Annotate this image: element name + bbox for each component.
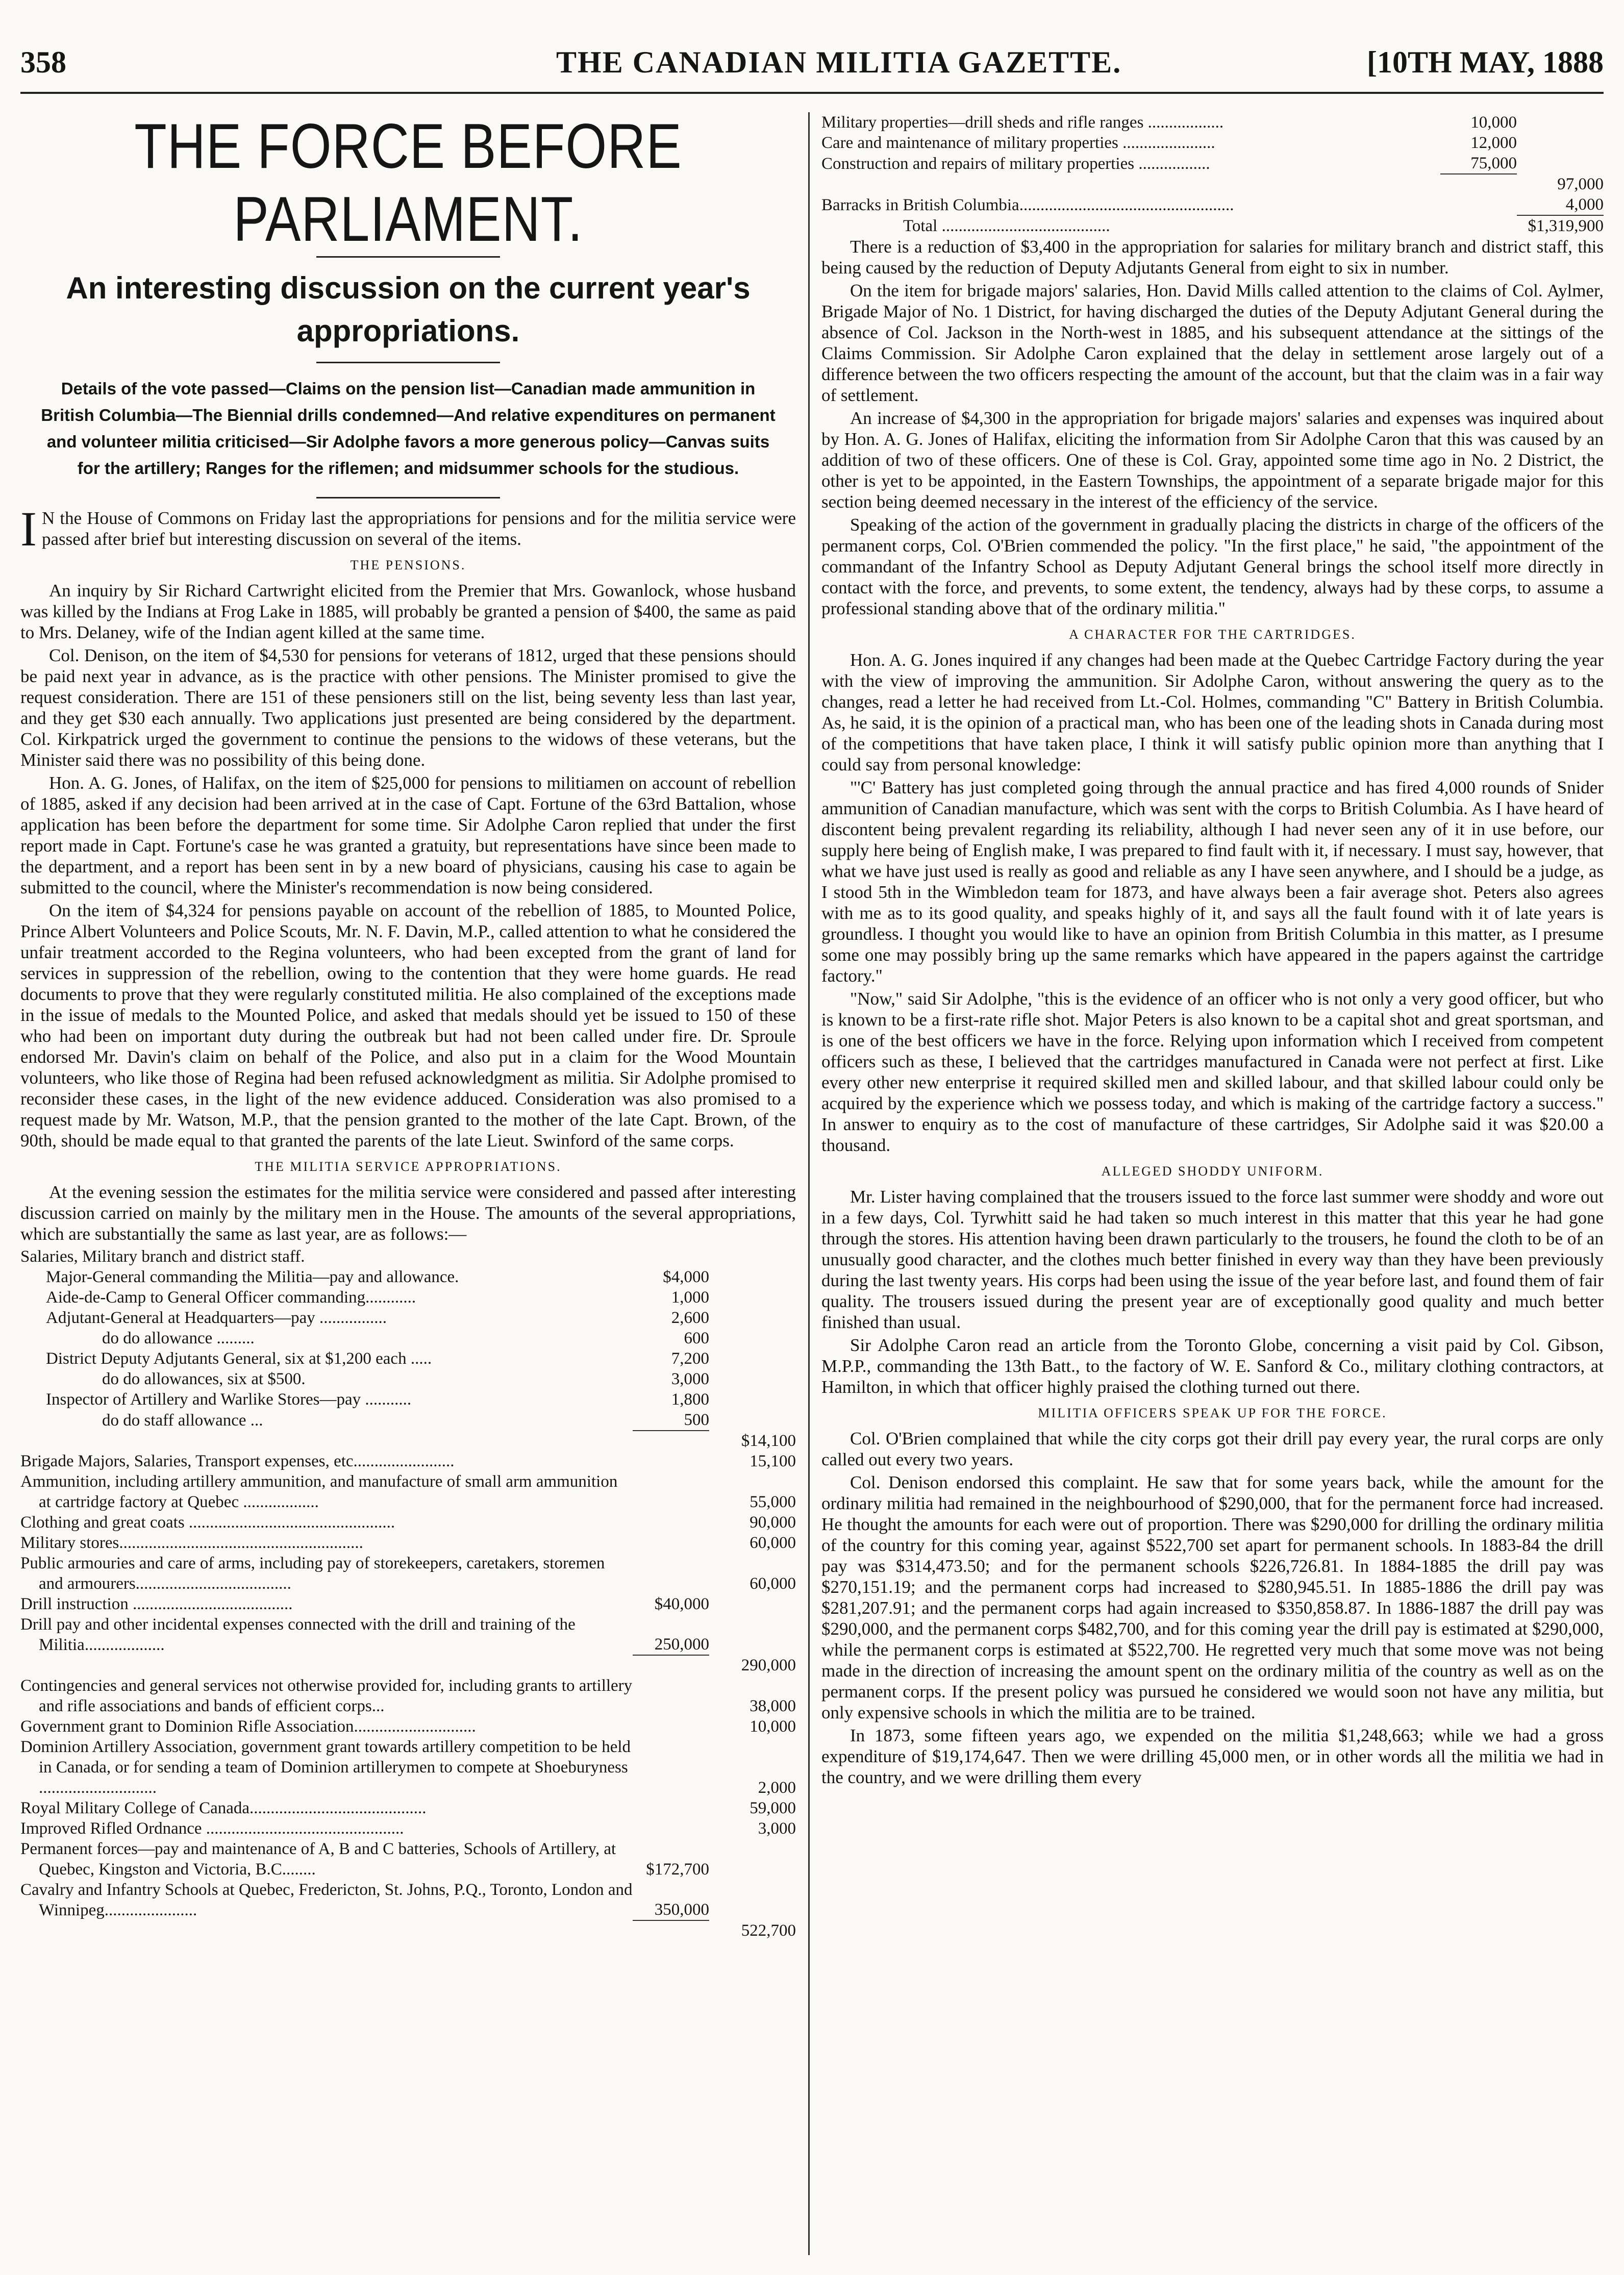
shoddy-paragraph: Mr. Lister having complained that the trousers issued to the force last summer were shoddy and wore out in a few days, Col. Tyrwhitt said he had taken so much interest in this matter that this year he had gone through the stores. His attention having been drawn particularly to the trousers, he found the cloth to be of an unusually good character, and the clothes much better finished in every way than they have been previously during the last twenty years. His corps had been using the issue of the year before last, and found them of fair quality. The trousers issued during the present year are of exceptionally good quality and much better finished than usual. — [821, 1187, 1604, 1332]
table-row — [20, 1246, 796, 1267]
row-amount: 12,000 — [1470, 134, 1517, 152]
row-label: Major-General commanding the Militia—pay and allowance. — [46, 1268, 459, 1286]
row-amount: $172,700 — [646, 1860, 709, 1879]
row-label: Military stores.......................................................... — [20, 1534, 363, 1552]
table-row — [20, 1553, 796, 1594]
table-row — [20, 1512, 796, 1533]
row-total: 10,000 — [749, 1717, 796, 1736]
table-row — [20, 1287, 796, 1308]
row-amount: 500 — [684, 1411, 709, 1429]
properties-table — [821, 112, 1604, 236]
row-label: Care and maintenance of military properties ...................... — [821, 134, 1215, 152]
table-row — [821, 216, 1604, 236]
intro-paragraph — [20, 502, 796, 556]
pensions-paragraph: Hon. A. G. Jones, of Halifax, on the item of $25,000 for pensions to militiamen on account of rebellion of 1885, asked if any decision had been arrived at in the case of Capt. Fortune of the 63rd Battalion, whose application has been before the department for some time. Sir Adolphe Caron replied that under the first report made in Capt. Fortune's case he was granted a gratuity, but representations have since been made to the department, and a report has been sent in by a new board of physicians, causing his case to again be submitted to the council, where the Minister's recommendation is now being considered. — [20, 773, 796, 897]
row-label: Public armouries and care of arms, including pay of storekeepers, caretakers, storemen and armourers..................................... — [20, 1554, 605, 1593]
table-row — [20, 1676, 796, 1716]
pensions-paragraph: Col. Denison, on the item of $4,530 for pensions for veterans of 1812, urged that these pensions should be paid next year in advance, as is the practice with other pensions. The Minister promised to give the request consideration. There are 151 of these pensioners still on the list, being seventy less than last year, and they get $30 each annually. Two applications just presented are being considered by the department. Col. Kirkpatrick urged the government to continue the pensions to the widows of these veterans, but the Minister said there was no possibility of this being done. — [20, 645, 796, 770]
table-row — [20, 1369, 796, 1389]
row-total: 3,000 — [758, 1819, 796, 1838]
row-label: Contingencies and general services not otherwise provided for, including grants to artillery and rifle associations and bands of efficient corps... — [20, 1677, 633, 1715]
row-amount: 3,000 — [671, 1370, 709, 1388]
table-row — [20, 1614, 796, 1655]
row-label: Royal Military College of Canada.......................................... — [20, 1799, 427, 1817]
subtitle-rule — [316, 362, 500, 363]
row-label: Ammunition, including artillery ammunition, and manufacture of small arm ammunition at cartridge factory at Quebec .................. — [20, 1472, 618, 1511]
right-column — [821, 112, 1604, 1790]
row-amount: 1,800 — [671, 1390, 709, 1409]
row-amount: $40,000 — [654, 1595, 709, 1613]
table-row — [20, 1839, 796, 1880]
row-amount: 250,000 — [654, 1635, 709, 1654]
table-row — [821, 133, 1604, 153]
row-label: Adjutant-General at Headquarters—pay ................ — [46, 1309, 387, 1327]
shoddy-paragraph: Sir Adolphe Caron read an article from the Toronto Globe, concerning a visit paid by Col. Gibson, M.P.P., commanding the 13th Batt., to the factory of W. E. Sanford & Co., military clothing contractors, at Hamilton, in which that officer highly praised the clothing turned out there. — [821, 1335, 1604, 1397]
masthead: THE CANADIAN MILITIA GAZETTE. — [556, 45, 1122, 79]
title-rule — [316, 256, 500, 258]
row-total: 59,000 — [749, 1799, 796, 1817]
page-header — [20, 31, 1604, 94]
row-label: Cavalry and Infantry Schools at Quebec, Fredericton, St. Johns, P.Q., Toronto, London and Winnipeg...................... — [20, 1881, 633, 1919]
officers-paragraph: In 1873, some fifteen years ago, we expended on the militia $1,248,663; while we had a gross expenditure of $19,174,647. Then we were drilling 45,000 men, or in other words all the militia we had in the country, and we were drilling them every — [821, 1726, 1604, 1787]
row-total: 15,100 — [749, 1452, 796, 1470]
row-label: Permanent forces—pay and maintenance of A, B and C batteries, Schools of Artillery, at Quebec, Kingston and Victoria, B.C........ — [20, 1840, 616, 1879]
left-column — [20, 112, 796, 1941]
discussion-paragraph: An increase of $4,300 in the appropriation for brigade majors' salaries and expenses was inquired about by Hon. A. G. Jones of Halifax, eliciting the information from Sir Adolphe Caron that this was caused by an addition of two of these officers. One of these is Col. Gray, appointed some time ago in No. 2 District, the other is yet to be appointed, in the Eastern Townships, the appointment of a separate brigade major for this section being deemed necessary in the interest of the efficiency of the service. — [821, 408, 1604, 512]
intro-text: N the House of Commons on Friday last the appropriations for pensions and for the militia service were passed after brief but interesting discussion on several of the items. — [41, 508, 796, 549]
table-row — [821, 174, 1604, 194]
grand-total: $1,319,900 — [1528, 217, 1604, 235]
row-amount: 75,000 — [1470, 154, 1517, 172]
row-total: 38,000 — [749, 1697, 796, 1715]
table-row — [821, 112, 1604, 133]
row-label: do do staff allowance ... — [102, 1411, 263, 1430]
row-total: 60,000 — [749, 1574, 796, 1593]
issue-date: [10TH MAY, 1888 — [1367, 45, 1604, 79]
row-label: Improved Rifled Ordnance ............................................... — [20, 1819, 404, 1838]
table-row — [20, 1348, 796, 1369]
row-total: 2,000 — [758, 1779, 796, 1797]
table-row — [20, 1267, 796, 1287]
drop-cap: I — [20, 502, 37, 556]
table-row — [821, 153, 1604, 174]
table-row — [20, 1737, 796, 1798]
table-row — [20, 1451, 796, 1471]
section-heading-appropriations: THE MILITIA SERVICE APPROPRIATIONS. — [255, 1159, 562, 1174]
table-row — [20, 1798, 796, 1818]
section-heading-cartridges: A CHARACTER FOR THE CARTRIDGES. — [1069, 627, 1356, 642]
table-row — [20, 1920, 796, 1941]
section-heading-officers: MILITIA OFFICERS SPEAK UP FOR THE FORCE. — [1038, 1406, 1387, 1420]
discussion-paragraph: On the item for brigade majors' salaries, Hon. David Mills called attention to the claims of Col. Aylmer, Brigade Major of No. 1 District, for having discharged the duties of the Deputy Adjutant General during the absence of Col. Jackson in the North-west in 1885, and his subsequent attendance at the sittings of the Claims Commission. Sir Adolphe Caron explained that the delay in settlement arose largely out of a difference between the two officers respecting the amount of the account, but that the claim was in a fair way of settlement. — [821, 281, 1604, 405]
table-row — [20, 1716, 796, 1737]
row-total: 4,000 — [1565, 195, 1604, 214]
salaries-label: Salaries, Military branch and district staff. — [20, 1247, 305, 1266]
table-row — [20, 1655, 796, 1676]
row-amount: $4,000 — [663, 1268, 709, 1286]
row-label: Aide-de-Camp to General Officer commanding............ — [46, 1288, 416, 1307]
table-row — [20, 1471, 796, 1512]
table-row — [20, 1308, 796, 1328]
table-row — [20, 1594, 796, 1614]
section-heading-pensions: THE PENSIONS. — [350, 558, 466, 572]
permanent-total: 522,700 — [741, 1921, 796, 1940]
row-total: 90,000 — [749, 1513, 796, 1532]
table-row — [20, 1880, 796, 1920]
salaries-total: $14,100 — [741, 1432, 796, 1450]
row-label: do do allowances, six at $500. — [102, 1370, 306, 1388]
appropriations-table — [20, 1246, 796, 1941]
article-title: THE FORCE BEFORE PARLIAMENT. — [134, 111, 682, 255]
drill-total: 290,000 — [741, 1656, 796, 1674]
column-divider — [808, 112, 810, 2255]
officers-paragraph: Col. O'Brien complained that while the city corps got their drill pay every year, the rural corps are only called out every two years. — [821, 1429, 1604, 1469]
row-label: do do allowance ......... — [102, 1329, 255, 1347]
row-label: Barracks in British Columbia................................................... — [821, 196, 1234, 214]
pensions-paragraph: An inquiry by Sir Richard Cartwright elicited from the Premier that Mrs. Gowanlock, whose husband was killed by the Indians at Frog Lake in 1885, will probably be granted a pension of $400, the same as paid to Mrs. Delaney, wife of the Indian agent killed at the same time. — [20, 581, 796, 642]
appropriations-intro: At the evening session the estimates for the militia service were considered and passed after interesting discussion carried on mainly by the military men in the House. The amounts of the several appropriations, which are substantially the same as last year, are as follows:— — [20, 1182, 796, 1244]
row-label: Construction and repairs of military properties ................. — [821, 155, 1210, 173]
row-label: Drill pay and other incidental expenses connected with the drill and training of the Militia................... — [20, 1615, 576, 1654]
officers-paragraph: Col. Denison endorsed this complaint. He saw that for some years back, while the amount for the ordinary militia had remained in the neighbourhood of $290,000, that for the permanent force had increased. He thought the amounts for each were out of proportion. There was $290,000 for drilling the ordinary militia of the country for this coming year, against $522,700 set apart for permanent schools. In 1883-84 the drill pay was $314,473.50; and for the permanent schools $226,726.81. In 1884-1885 the drill pay was $270,151.19; and the permanent corps had increased to $280,945.51. In 1885-1886 the drill pay was $281,207.91; and the permanent corps had again increased to $350,858.87. In 1886-1887 the drill pay was $290,000, and the permanent corps $482,700, and for this coming year the drill pay is estimated at $290,000, while the permanent corps is estimated at $522,700. He regretted very much that some move was not being made in the direction of increasing the amount spent on the ordinary militia of the country as well as on the permanent corps. If the present policy was pursued he considered we would soon not have any militia, but only expensive schools in which the militia are to be trained. — [821, 1472, 1604, 1722]
row-label: Brigade Majors, Salaries, Transport expenses, etc........................ — [20, 1452, 455, 1470]
page-number: 358 — [20, 45, 66, 79]
properties-total: 97,000 — [1557, 175, 1604, 193]
table-row — [20, 1410, 796, 1431]
row-amount: 1,000 — [671, 1288, 709, 1307]
table-row — [20, 1818, 796, 1839]
grand-total-label: Total ........................................ — [903, 217, 1110, 235]
row-total: 60,000 — [749, 1534, 796, 1552]
row-label: Clothing and great coats ................................................. — [20, 1513, 395, 1532]
row-amount: 350,000 — [654, 1901, 709, 1919]
row-amount: 600 — [684, 1329, 709, 1347]
pensions-paragraph: On the item of $4,324 for pensions payable on account of the rebellion of 1885, to Mounted Police, Prince Albert Volunteers and Police Scouts, Mr. N. F. Davin, M.P., called attention to what he considered the unfair treatment accorded to the Regina volunteers, who had been excepted from the grant of land for services in suppression of the rebellion, owing to the contention that they were home guards. He read documents to prove that they were regularly constituted militia. He also complained of the exceptions made in the issue of medals to the Mounted Police, and asked that medals should yet be issued to 150 of these who had been on important duty during the outbreak but had not been called under fire. Dr. Sproule endorsed Mr. Davin's claim on behalf of the Police, and also put in a claim for the Wood Mountain volunteers, who like those of Regina had been refused acknowledgment as militia. Sir Adolphe promised to reconsider these cases, in the light of the new evidence adduced. Consideration was also promised to a request made by Mr. Watson, M.P., that the pension granted to the mother of the late Capt. Brown, of the 90th, should be made equal to that granted the parents of the late Lieut. Swinford of the same corps. — [20, 901, 796, 1151]
table-row — [20, 1328, 796, 1348]
row-label: Drill instruction ...................................... — [20, 1595, 293, 1613]
article-subtitle: An interesting discussion on the current year's appropriations. — [66, 271, 751, 348]
section-heading-shoddy: ALLEGED SHODDY UNIFORM. — [1101, 1164, 1324, 1179]
discussion-paragraph: There is a reduction of $3,400 in the appropriation for salaries for military branch and district staff, this being caused by the reduction of Deputy Adjutants General from eight to six in number. — [821, 237, 1604, 278]
cartridges-paragraph: "'C' Battery has just completed going through the annual practice and has fired 4,000 rounds of Snider ammunition of Canadian manufacture, which was sent with the corps to British Columbia. As I have heard of discontent being prevalent regarding its reliability, although I had never seen any of it in use before, our supply here being of English make, I was prepared to find fault with it, if necessary. I must say, however, that what we have just used is really as good and reliable as any I have seen anywhere, and I should be a judge, as I stood 5th in the Wimbledon team for 1873, and have always been a fair average shot. Peters also agrees with me as to its good quality, and speaks highly of it, and says all the fault found with it of late years is groundless. I thought you would like to have an opinion from British Columbia in this matter, as I presume some one may possibly bring up the same remarks which have appeared in the papers against the cartridge factory." — [821, 778, 1604, 986]
row-label: Government grant to Dominion Rifle Association............................. — [20, 1717, 476, 1736]
row-label: Inspector of Artillery and Warlike Stores—pay ........... — [46, 1390, 412, 1409]
discussion-paragraph: Speaking of the action of the government in gradually placing the districts in charge of the officers of the permanent corps, Col. O'Brien commended the policy. "In the first place," he said, "the appointment of the commandant of the Infantry School as Deputy Adjutant General brings the school itself more directly in contact with the force, and prevents, to some extent, the tendency, always had by these corps, to assume a professional standing above that of the ordinary militia." — [821, 515, 1604, 618]
deck-rule — [316, 497, 500, 498]
cartridges-paragraph: "Now," said Sir Adolphe, "this is the evidence of an officer who is not only a very good officer, but who is known to be a first-rate rifle shot. Major Peters is also known to be a capital shot and great sportsman, and is one of the best officers we have in the force. Relying upon information which I received from competent officers such as these, I believed that the cartridges manufactured in Canada were not perfect at first. Like every other new enterprise it required skilled men and skilled labour, and that skilled labour could only be acquired by the experience which we possess today, and which is making of the cartridge factory a success." In answer to enquiry as to the cost of manufacture of these cartridges, Sir Adolphe said it was $20.00 a thousand. — [821, 989, 1604, 1155]
table-row — [821, 194, 1604, 215]
table-row — [20, 1533, 796, 1553]
cartridges-paragraph: Hon. A. G. Jones inquired if any changes had been made at the Quebec Cartridge Factory during the year with the view of improving the ammunition. Sir Adolphe Caron, without answering the query as to the changes, read a letter he had received from Lt.-Col. Holmes, commanding "C" Battery in British Columbia. As, he said, it is the opinion of a practical man, who has been one of the leading shots in Canada during most of the competitions that have taken place, I think it will satisfy public opinion more than anything that I could say from personal knowledge: — [821, 650, 1604, 774]
row-amount: 10,000 — [1470, 113, 1517, 132]
row-total: 55,000 — [749, 1493, 796, 1511]
row-amount: 7,200 — [671, 1349, 709, 1368]
table-row — [20, 1389, 796, 1410]
article-deck: Details of the vote passed—Claims on the pension list—Canadian made ammunition in British Columbia—The Biennial drills condemned—And relative expenditures on permanent and volunteer militia criticised—Sir Adolphe favors a more generous policy—Canvas suits for the artillery; Ranges for the riflemen; and midsummer schools for the studious. — [41, 379, 776, 478]
table-row — [20, 1431, 796, 1451]
row-label: District Deputy Adjutants General, six at $1,200 each ..... — [46, 1349, 432, 1368]
row-label: Military properties—drill sheds and rifle ranges .................. — [821, 113, 1224, 132]
row-amount: 2,600 — [671, 1309, 709, 1327]
row-label: Dominion Artillery Association, government grant towards artillery competition to be held in Canada, or for sending a team of Dominion artillerymen to compete at Shoeburyness ............................ — [20, 1738, 631, 1797]
